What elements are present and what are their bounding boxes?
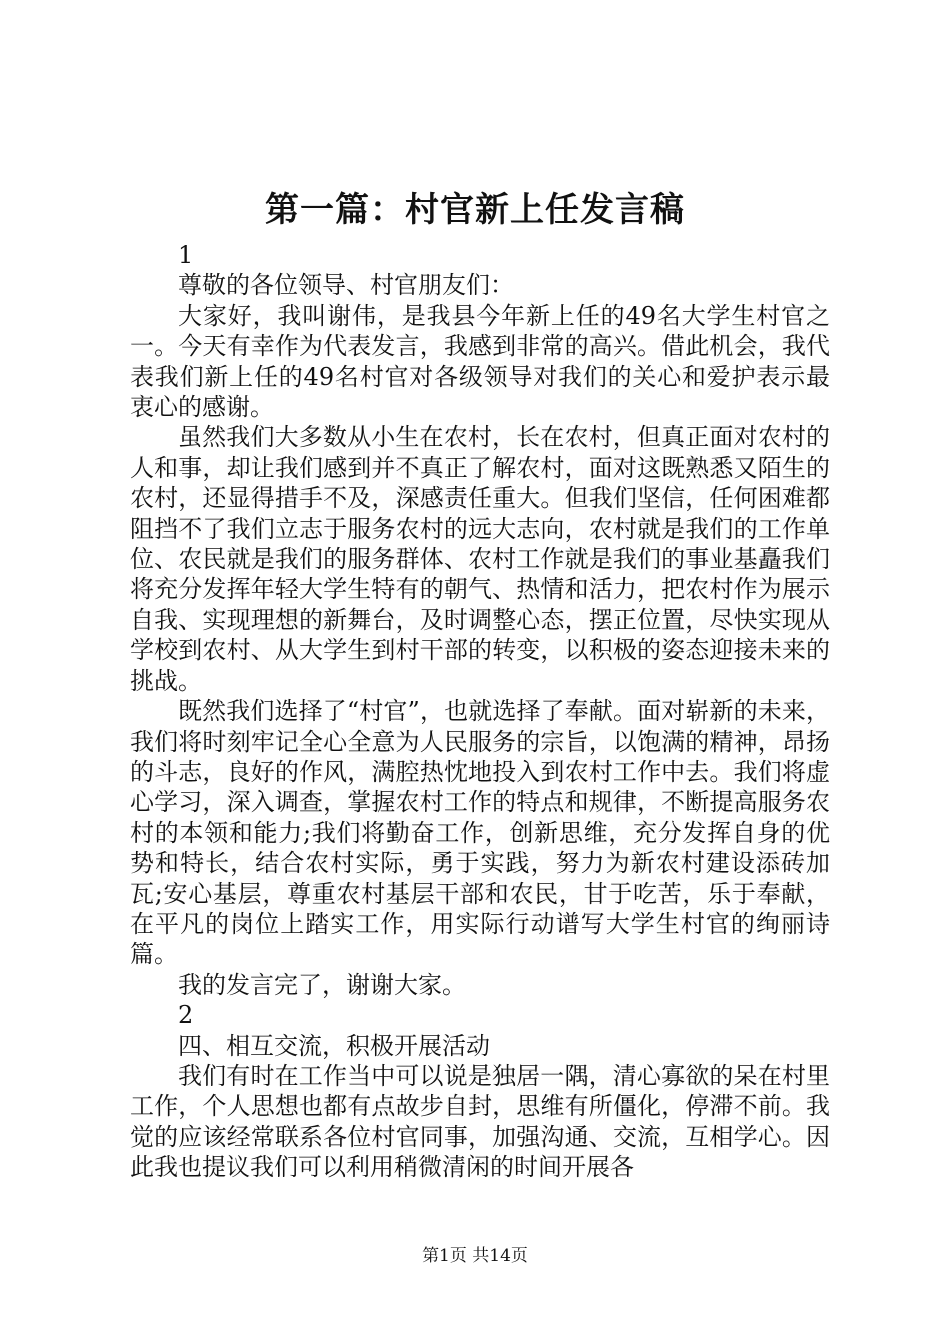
closing-line: 我的发言完了，谢谢大家。 — [178, 970, 466, 999]
section-number: 1 — [178, 241, 194, 269]
body-paragraph: 既然我们选择了“村官”，也就选择了奉献。面对崭新的未来，我们将时刻牢记全心全意为人民服务的宗旨，以饱满的精神，昂扬的斗志，良好的作风，满腔热忱地投入到农村工作中去。我们将虚心学习，深入调查，掌握农村工作的特点和规律，不断提高服务农村的本领和能力;我们将勤奋工作，创新思维，充分发挥自身的优势和特长，结合农村实际，勇于实践，努力为新农村建设添砖加瓦;安心基层，尊重农村基层干部和农民，甘于吃苦，乐于奉献，在平凡的岗位上踏实工作，用实际行动谱写大学生村官的绚丽诗篇。 — [130, 697, 830, 969]
salutation: 尊敬的各位领导、村官朋友们： — [178, 271, 514, 300]
body-paragraph: 我们有时在工作当中可以说是独居一隅，清心寡欲的呆在村里工作，个人思想也都有点故步自封，思维有所僵化，停滞不前。我觉的应该经常联系各位村官同事，加强沟通、交流，互相学心。因此我也提议我们可以利用稍微清闲的时间开展各 — [130, 1061, 830, 1182]
document-body — [130, 240, 830, 1183]
document-title: 第一篇：村官新上任发言稿 — [265, 190, 685, 230]
section-heading: 四、相互交流，积极开展活动 — [178, 1031, 490, 1060]
body-paragraph: 大家好，我叫谢伟，是我县今年新上任的49名大学生村官之一。今天有幸作为代表发言，我感到非常的高兴。借此机会，我代表我们新上任的49名村官对各级领导对我们的关心和爱护表示最衷心的感谢。 — [130, 301, 830, 422]
page-footer: 第1页 共14页 — [422, 1246, 528, 1266]
section-number: 2 — [178, 1001, 194, 1030]
body-paragraph: 虽然我们大多数从小生在农村，长在农村，但真正面对农村的人和事，却让我们感到并不真正了解农村，面对这既熟悉又陌生的农村，还显得措手不及，深感责任重大。但我们坚信，任何困难都阻挡不了我们立志于服务农村的远大志向，农村就是我们的工作单位、农民就是我们的服务群体、农村工作就是我们的事业基矗我们将充分发挥年轻大学生特有的朝气、热情和活力，把农村作为展示自我、实现理想的新舞台，及时调整心态，摆正位置，尽快实现从学校到农村、从大学生到村干部的转变，以积极的姿态迎接未来的挑战。 — [130, 423, 830, 695]
